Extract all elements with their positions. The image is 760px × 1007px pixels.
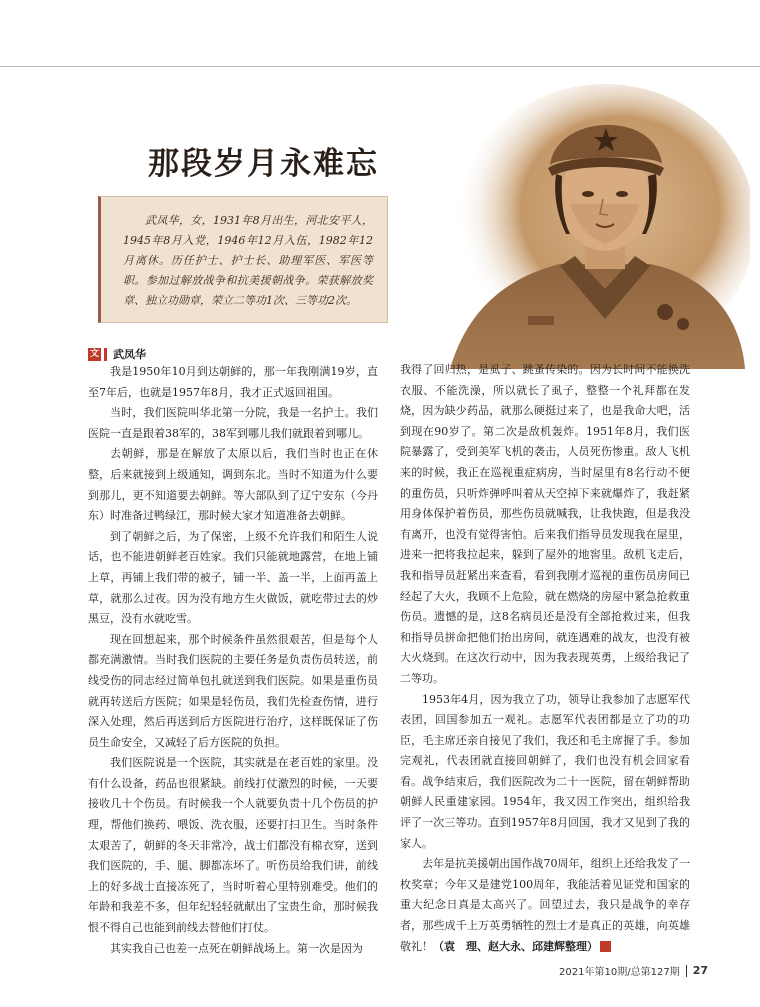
paragraph: 1953年4月，因为我立了功，领导让我参加了志愿军代表团，回国参加五一观礼。志愿军代表团都是立了功的功臣，毛主席还亲自接见了我们，我还和毛主席握了手。参加完观礼，代表团就直接回朝鲜了，我们也没有机会回家看看。战争结束后，我们医院改为二十一医院，留在朝鲜帮助朝鲜人民重建家园。1954年，我又因工作突出，组织给我评了一次三等功。直到1957年8月回国，我才又见到了我的家人。: [400, 692, 690, 850]
closing-paragraph: [400, 854, 690, 957]
paragraph: 到了朝鲜之后，为了保密，上级不允许我们和陌生人说话，也不能进朝鲜老百姓家。我们只能就地露营，在地上铺上草，再铺上我们带的被子，铺一半、盖一半，上面再盖上草，就那么过夜。因为没有地方生火做饭，就吃带过去的炒黑豆，没有水就吃雪。: [88, 529, 378, 626]
paragraph: 现在回想起来，那个时候条件虽然很艰苦，但是每个人都充满激情。当时我们医院的主要任务是负责伤员转送，前线受伤的同志经过简单包扎就送到我们医院。如果是重伤员就再转送后方医院；如果是轻伤员，我们先检查伤情，进行深入处理，然后再送到后方医院进行治疗，这样既保证了伤员生命安全，又减轻了后方医院的负担。: [88, 632, 378, 749]
paragraph-continuation: 我得了回归热，是虱子、跳蚤传染的。因为长时间不能换洗衣服、不能洗澡，所以就长了虱子，整整一个礼拜都在发烧，因为缺少药品，就那么硬挺过来了，也是我命大吧，活到现在90岁了。第二次是敌机轰炸。1951年8月，我们医院暴露了，受到美军飞机的袭击，人员死伤惨重。敌人飞机来的时候，我正在巡视重症病房，当时屋里有8名行动不便的重伤员，只听炸弹呼叫着从天空掉下来就爆炸了，我赶紧用身体保护着伤员，那些伤员就喊我，让我快跑，但是我没有离开，也没有觉得害怕。后来我们指导员发现我在屋里，进来一把将我拉起来，躲到了屋外的地窖里。敌机飞走后，我和指导员赶紧出来查看，看到我刚才巡视的重伤员房间已经起了大火，我顾不上危险，就在燃烧的房屋中紧急抢救重伤员。遗憾的是，这8名病员还是没有全部抢救过来，但我和指导员拼命把他们抬出房间，就连遇难的战友，也没有被大火烧到。在这次行动中，因为我表现英勇，上级给我记了二等功。: [400, 363, 690, 685]
author-bio-box: [98, 196, 388, 323]
footer-separator: [686, 965, 687, 977]
article-title: 那段岁月永难忘: [148, 146, 379, 182]
paragraph: 去朝鲜，那是在解放了太原以后，我们当时也正在休整，后来就接到上级通知，调到东北。当时不知道为什么要到那儿，更不知道要去朝鲜。等大部队到了辽宁安东（今丹东）时准备过鸭绿江，那时候大家才知道准备去朝鲜。: [88, 447, 378, 523]
byline: [88, 346, 146, 362]
byline-bar: [104, 348, 107, 361]
page-footer: [559, 963, 708, 978]
paragraph: 我是1950年10月到达朝鲜的，那一年我刚满19岁，直至7年后，也就是1957年8月，我才正式返回祖国。: [88, 365, 378, 399]
author-name: 武凤华: [113, 348, 146, 361]
closing-text: 去年是抗美援朝出国作战70周年，组织上还给我发了一枚奖章；今年又是建党100周年，我能活着见证党和国家的重大纪念日真是太高兴了。回望过去，我只是战争的幸存者，那些成千上万英勇牺牲的烈士才是真正的英雄，向英雄敬礼！: [400, 857, 690, 953]
editor-credit: （袁 理、赵大永、邱建辉整理）: [433, 939, 598, 953]
end-mark-icon: G: [600, 941, 611, 952]
paragraph: 当时，我们医院叫华北第一分院，我是一名护士。我们医院一直是跟着38军的，38军到哪儿我们就跟着到哪儿。: [88, 406, 378, 440]
top-rule: [0, 66, 760, 67]
page-number: 27: [692, 964, 708, 977]
right-column: [400, 360, 690, 957]
author-bio: 武凤华，女，1931年8月出生，河北安平人，1945年8月入党，1946年12月入伍，1982年12月离休。历任护士、护士长、助理军医、军医等职。参加过解放战争和抗美援朝战争。荣获解放奖章、独立功勋章，荣立二等功1次、三等功2次。: [123, 214, 373, 307]
paragraph: 其实我自己也差一点死在朝鲜战场上。第一次是因为: [110, 941, 363, 955]
byline-mark: 文: [89, 348, 99, 359]
issue-info: 2021年第10期/总第127期: [559, 967, 680, 978]
left-column: [88, 362, 378, 959]
paragraph: 我们医院说是一个医院，其实就是在老百姓的家里。没有什么设备，药品也很紧缺。前线打仗激烈的时候，一天要接收几十个伤员。有时候我一个人就要负责十几个伤员的护理，帮他们换药、喂饭、洗衣服，还要打扫卫生。当时条件太艰苦了，朝鲜的冬天非常冷，战士们都没有棉衣穿，送到我们医院的，手、腿、脚都冻坏了。听伤员给我们讲，前线上的好多战士直接冻死了，当时听着心里特别难受。他们的年龄和我差不多，但年纪轻轻就献出了宝贵生命，那时候我恨不得自己也能到前线去替他们打仗。: [88, 756, 378, 935]
portrait-illustration: [410, 84, 750, 369]
